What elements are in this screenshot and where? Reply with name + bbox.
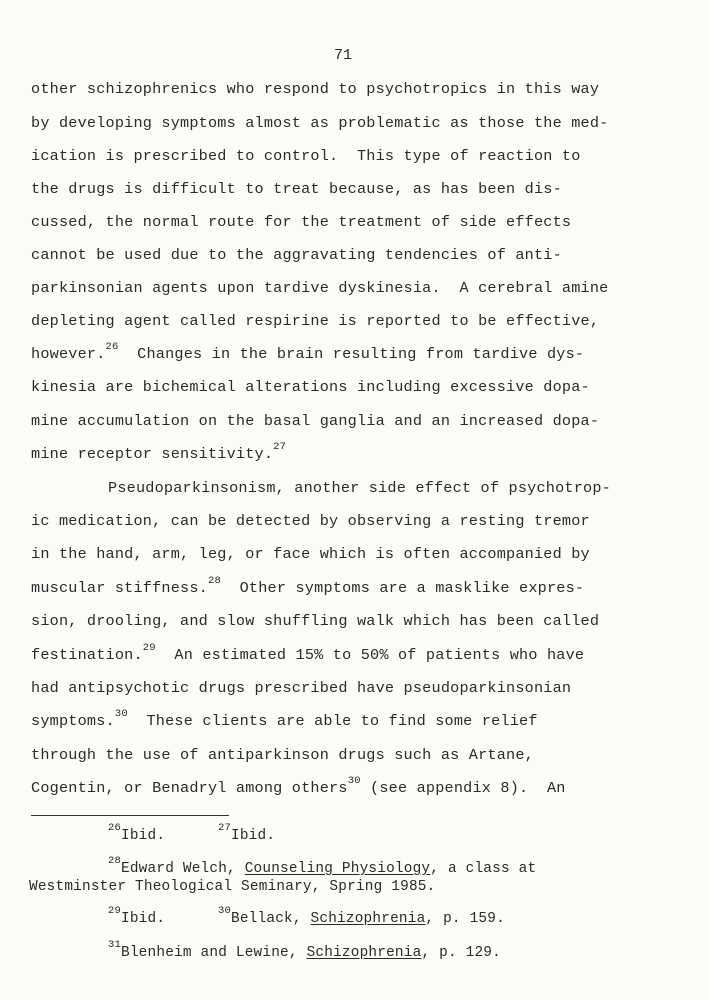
text-run: muscular stiffness. <box>31 579 208 597</box>
text-run: An estimated 15% to 50% of patients who have <box>155 646 585 664</box>
footnote-divider <box>31 815 229 816</box>
footnote-ref: 30 <box>114 708 128 720</box>
footnote-text: Ibid. <box>121 911 166 927</box>
body-line <box>31 441 287 463</box>
footnote-text: , a class at <box>430 861 537 877</box>
footnote-text: , p. 129. <box>421 945 501 961</box>
body-line: ic medication, can be detected by observing a resting tremor <box>31 512 590 530</box>
footnote-text: Blenheim and Lewine, <box>121 945 307 961</box>
footnote-text: , p. 159. <box>425 911 505 927</box>
body-line: depleting agent called respirine is reported to be effective, <box>31 312 600 330</box>
footnote-title: Schizophrenia <box>306 945 422 961</box>
text-run: festination. <box>31 646 143 664</box>
body-line: the drugs is difficult to treat because, as has been dis- <box>31 180 562 198</box>
footnote-number: 31 <box>108 939 122 951</box>
text-run: however. <box>31 345 106 363</box>
footnote-28 <box>108 855 537 877</box>
footnote-text: Ibid. <box>231 828 276 844</box>
footnote-number: 27 <box>218 822 232 834</box>
footnote-number: 29 <box>108 905 122 917</box>
footnote-30 <box>218 905 505 927</box>
footnote-text: Bellack, <box>231 911 311 927</box>
footnote-number: 28 <box>108 855 122 867</box>
footnote-27 <box>218 822 276 844</box>
text-run: Other symptoms are a masklike expres- <box>220 579 585 597</box>
body-line: through the use of antiparkinson drugs such as Artane, <box>31 746 534 764</box>
text-run: Changes in the brain resulting from tardive dys- <box>118 345 585 363</box>
body-line <box>31 341 585 363</box>
body-line: in the hand, arm, leg, or face which is often accompanied by <box>31 545 590 563</box>
footnote-ref: 28 <box>207 575 221 587</box>
text-run: mine receptor sensitivity. <box>31 445 274 463</box>
body-line: mine accumulation on the basal ganglia and an increased dopa- <box>31 412 600 430</box>
body-line: cussed, the normal route for the treatment of side effects <box>31 213 572 231</box>
body-line <box>31 775 566 797</box>
footnote-28-continued: Westminster Theological Seminary, Spring 1985. <box>29 879 436 895</box>
body-line: sion, drooling, and slow shuffling walk which has been called <box>31 612 600 630</box>
page-number: 71 <box>334 47 353 64</box>
footnote-number: 26 <box>108 822 122 834</box>
footnote-text: Edward Welch, <box>121 861 245 877</box>
footnote-ref: 30 <box>347 775 361 787</box>
footnote-text: Ibid. <box>121 828 166 844</box>
body-line: ication is prescribed to control. This type of reaction to <box>31 147 581 165</box>
text-run: (see appendix 8). An <box>360 779 566 797</box>
body-line <box>31 642 585 664</box>
text-run: Cogentin, or Benadryl among others <box>31 779 348 797</box>
body-line: kinesia are bichemical alterations including excessive dopa- <box>31 378 590 396</box>
body-line: cannot be used due to the aggravating tendencies of anti- <box>31 246 562 264</box>
footnote-29 <box>108 905 166 927</box>
body-line: other schizophrenics who respond to psychotropics in this way <box>31 80 600 98</box>
text-run: These clients are able to find some relief <box>127 712 538 730</box>
body-line: parkinsonian agents upon tardive dyskinesia. A cerebral amine <box>31 279 609 297</box>
footnote-ref: 29 <box>142 642 156 654</box>
body-line <box>31 708 538 730</box>
footnote-ref: 26 <box>105 341 119 353</box>
body-line: by developing symptoms almost as problematic as those the med- <box>31 114 609 132</box>
footnote-31 <box>108 939 501 961</box>
body-line: Pseudoparkinsonism, another side effect of psychotrop- <box>108 479 611 497</box>
body-line <box>31 575 585 597</box>
text-run: symptoms. <box>31 712 115 730</box>
footnote-title: Schizophrenia <box>310 911 426 927</box>
footnote-title: Counseling Physiology <box>244 861 431 877</box>
footnote-26 <box>108 822 166 844</box>
footnote-ref: 27 <box>273 441 287 453</box>
footnote-number: 30 <box>218 905 232 917</box>
body-line: had antipsychotic drugs prescribed have pseudoparkinsonian <box>31 679 572 697</box>
